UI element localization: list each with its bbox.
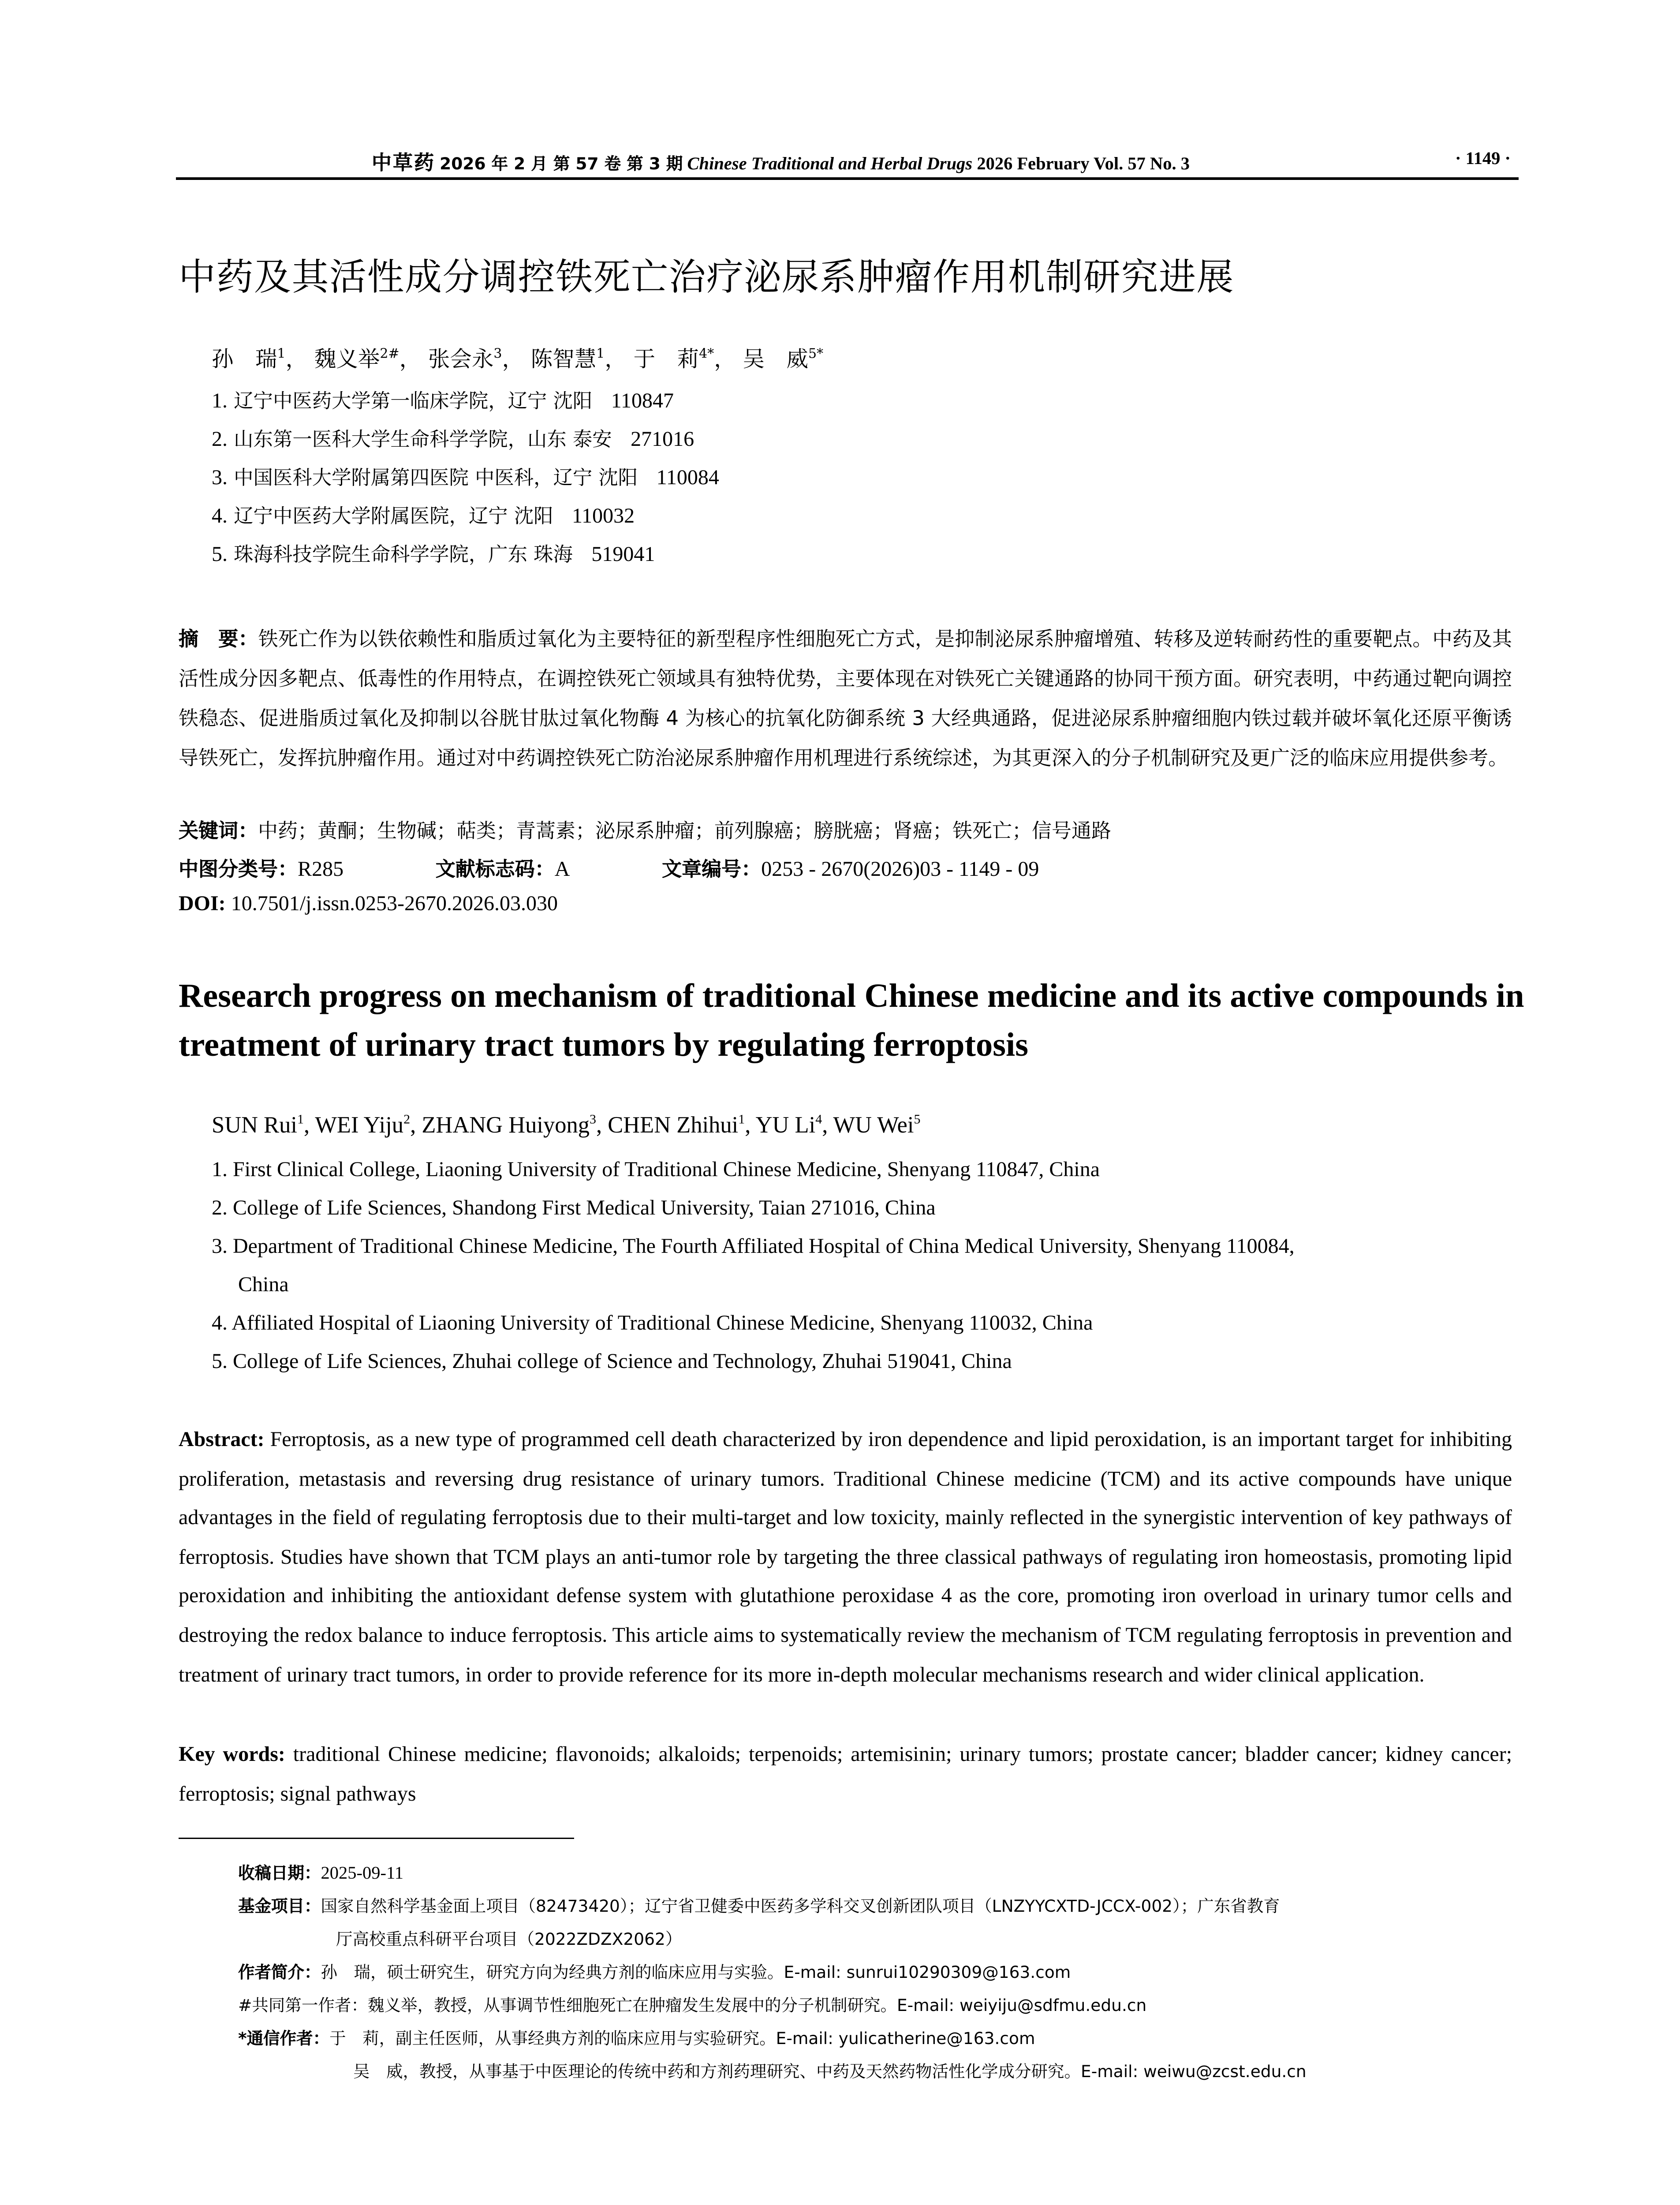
en-abstract xyxy=(179,1421,1512,1695)
cn-authors: 孙 瑞$^1$， 魏义举$^{2\#}$， 张会永$^3$， 陈智慧$^1$， 于 莉$^{4*}$， 吴 威$^{5*}$ xyxy=(212,347,824,372)
en-affiliation: 1. First Clinical College, Liaoning University of Traditional Chinese Medicine, Shenyang 110847, China xyxy=(212,1159,1100,1181)
cn-author: 吴 威 xyxy=(743,347,808,372)
author-sup: 4 xyxy=(815,1113,822,1128)
doc-code-label: 文献标志码： xyxy=(435,857,555,881)
en-affiliation: 2. College of Life Sciences, Shandong First Medical University, Taian 271016, China xyxy=(212,1197,936,1220)
cn-author: 孙 瑞 xyxy=(212,347,277,372)
footnote-corresponding-author-2: 吴 威，教授，从事基于中医理论的传统中药和方剂药理研究、中药及天然药物活性化学成分研究。E-mail: weiwu@zcst.edu.cn xyxy=(353,2061,1307,2081)
author-sup: 2# xyxy=(380,347,399,362)
en-affiliation: 5. College of Life Sciences, Zhuhai college of Science and Technology, Zhuhai 519041, China xyxy=(212,1351,1012,1373)
cn-author: 陈智慧 xyxy=(530,347,597,372)
en-abstract-label: Abstract: xyxy=(179,1429,265,1451)
author-sup: 1 xyxy=(738,1113,745,1128)
cn-affiliation: 1. 辽宁中医药大学第一临床学院，辽宁 沈阳 110847 xyxy=(212,390,674,413)
article-no-label: 文章编号： xyxy=(662,857,762,881)
cn-author: 张会永 xyxy=(428,347,494,372)
author-sup: 3 xyxy=(589,1113,596,1128)
journal-logo: 中草药 xyxy=(372,151,436,175)
en-author: WEI Yiju xyxy=(315,1111,404,1138)
cn-author: 于 莉 xyxy=(633,347,699,372)
en-abstract-text: Ferroptosis, as a new type of programmed cell death characterized by iron dependence and lipid peroxidation, is an important target for inhibiting proliferation, metastasis and reversing drug resistance of urinary tumors. Traditional Chinese medicine (TCM) and its active compounds have unique advantages in the field of regulating ferroptosis due to their multi-target and low toxicity, mainly reflected in the synergistic intervention of key pathways of ferroptosis. Studies have shown that TCM plays an anti-tumor role by targeting the three classical pathways of regulating iron homeostasis, promoting lipid peroxidation and inhibiting the antioxidant defense system with glutathione peroxidase 4 as the core, promoting iron overload in urinary tumor cells and destroying the redox balance to induce ferroptosis. This article aims to systematically review the mechanism of TCM regulating ferroptosis in prevention and treatment of urinary tract tumors, in order to provide reference for its more in-depth molecular mechanisms research and wider clinical application. xyxy=(179,1429,1512,1686)
en-affiliation: 4. Affiliated Hospital of Liaoning University of Traditional Chinese Medicine, Shenyang 110032, China xyxy=(212,1312,1093,1335)
cn-affiliation: 5. 珠海科技学院生命科学学院，广东 珠海 519041 xyxy=(212,544,655,566)
author-sup: 5 xyxy=(914,1113,921,1128)
clc-value: R285 xyxy=(298,859,344,881)
footnote-rule xyxy=(179,1838,574,1839)
cn-affiliation: 3. 中国医科大学附属第四医院 中医科，辽宁 沈阳 110084 xyxy=(212,467,719,490)
en-authors: SUN Rui$^1$, WEI Yiju$^2$, ZHANG Huiyong$^3$, CHEN Zhihui$^1$, YU Li$^4$, WU Wei$^5$ xyxy=(212,1111,921,1138)
cn-issue: 2026 年 2 月 第 57 卷 第 3 期 xyxy=(440,153,683,173)
cn-title: 中药及其活性成分调控铁死亡治疗泌尿系肿瘤作用机制研究进展 xyxy=(179,255,1235,299)
author-sup: 1 xyxy=(297,1113,304,1128)
en-author: SUN Rui xyxy=(212,1111,298,1138)
cn-affiliation: 4. 辽宁中医药大学附属医院，辽宁 沈阳 110032 xyxy=(212,505,635,528)
en-title: Research progress on mechanism of traditional Chinese medicine and its active compounds in treatment of urinary tract tumors by regulating ferroptosis xyxy=(179,976,1524,1064)
cn-author: 魏义举 xyxy=(314,347,380,372)
footnote-corresponding-author: *通信作者：于 莉，副主任医师，从事经典方剂的临床应用与实验研究。E-mail: yulicatherine@163.com xyxy=(238,2028,1035,2048)
en-author: CHEN Zhihui xyxy=(608,1111,739,1138)
cn-keywords xyxy=(179,816,1111,844)
cn-affiliation: 2. 山东第一医科大学生命科学学院，山东 泰安 271016 xyxy=(212,429,694,451)
article-no-value: 0253 - 2670(2026)03 - 1149 - 09 xyxy=(761,859,1039,881)
footnote-fund: 基金项目：国家自然科学基金面上项目（82473420）；辽宁省卫健委中医药多学科交叉创新团队项目（LNZYYCXTD-JCCX-002）；广东省教育 xyxy=(238,1896,1280,1916)
en-issue: 2026 February Vol. 57 No. 3 xyxy=(977,153,1190,173)
author-sup: 3 xyxy=(493,347,502,362)
footnote-received: 收稿日期：2025-09-11 xyxy=(238,1863,404,1883)
doi-label: DOI: xyxy=(179,893,226,916)
author-sup: 5* xyxy=(808,347,824,362)
en-keywords xyxy=(179,1736,1512,1814)
en-author: WU Wei xyxy=(833,1111,914,1138)
en-author: ZHANG Huiyong xyxy=(422,1111,590,1138)
author-sup: 2 xyxy=(403,1113,411,1128)
cn-abstract xyxy=(179,619,1512,778)
header-rule xyxy=(176,177,1519,180)
en-affiliation: 3. Department of Traditional Chinese Medicine, The Fourth Affiliated Hospital of China Medical University, Shenyang 110084, xyxy=(212,1236,1295,1258)
author-sup: 4* xyxy=(699,347,714,362)
cn-keywords-text: 中药；黄酮；生物碱；萜类；青蒿素；泌尿系肿瘤；前列腺癌；膀胱癌；肾癌；铁死亡；信号通路 xyxy=(258,819,1112,843)
cn-abstract-label: 摘 要： xyxy=(179,627,258,651)
author-sup: 1 xyxy=(596,347,605,362)
footnote-fund-continued: 厅高校重点科研平台项目（2022ZDZX2062） xyxy=(336,1929,682,1949)
clc-label: 中图分类号： xyxy=(179,857,298,881)
en-journal-name: Chinese Traditional and Herbal Drugs xyxy=(687,153,973,173)
cn-abstract-text: 铁死亡作为以铁依赖性和脂质过氧化为主要特征的新型程序性细胞死亡方式，是抑制泌尿系肿瘤增殖、转移及逆转耐药性的重要靶点。中药及其活性成分因多靶点、低毒性的作用特点，在调控铁死亡领域具有独特优势，主要体现在对铁死亡关键通路的协同干预方面。研究表明，中药通过靶向调控铁稳态、促进脂质过氧化及抑制以谷胱甘肽过氧化物酶 4 为核心的抗氧化防御系统 3 大经典通路，促进泌尿系肿瘤细胞内铁过载并破坏氧化还原平衡诱导铁死亡，发挥抗肿瘤作用。通过对中药调控铁死亡防治泌尿系肿瘤作用机理进行系统综述，为其更深入的分子机制研究及更广泛的临床应用提供参考。 xyxy=(179,627,1512,770)
en-affiliation-continued: China xyxy=(238,1274,289,1297)
cn-keywords-label: 关键词： xyxy=(179,819,258,843)
en-author: YU Li xyxy=(755,1111,816,1138)
doi-link[interactable]: 10.7501/j.issn.0253-2670.2026.03.030 xyxy=(231,893,558,916)
footnote-co-first-author: #共同第一作者：魏义举，教授，从事调节性细胞死亡在肿瘤发生发展中的分子机制研究。E-mail: weiyiju@sdfmu.edu.cn xyxy=(238,1995,1147,2015)
en-keywords-text: traditional Chinese medicine; flavonoids; alkaloids; terpenoids; artemisinin; urinary tumors; prostate cancer; bladder cancer; kidney cancer; ferroptosis; signal pathways xyxy=(179,1744,1512,1805)
en-keywords-label: Key words: xyxy=(179,1744,285,1766)
page-number: · 1149 · xyxy=(1455,148,1511,168)
footnote-author-bio: 作者简介：孙 瑞，硕士研究生，研究方向为经典方剂的临床应用与实验。E-mail: sunrui10290309@163.com xyxy=(238,1962,1071,1982)
cn-classification-row xyxy=(179,855,1039,882)
doc-code-value: A xyxy=(554,859,570,881)
doi-line xyxy=(179,893,558,917)
author-sup: 1 xyxy=(277,347,286,362)
running-header xyxy=(176,148,1519,175)
